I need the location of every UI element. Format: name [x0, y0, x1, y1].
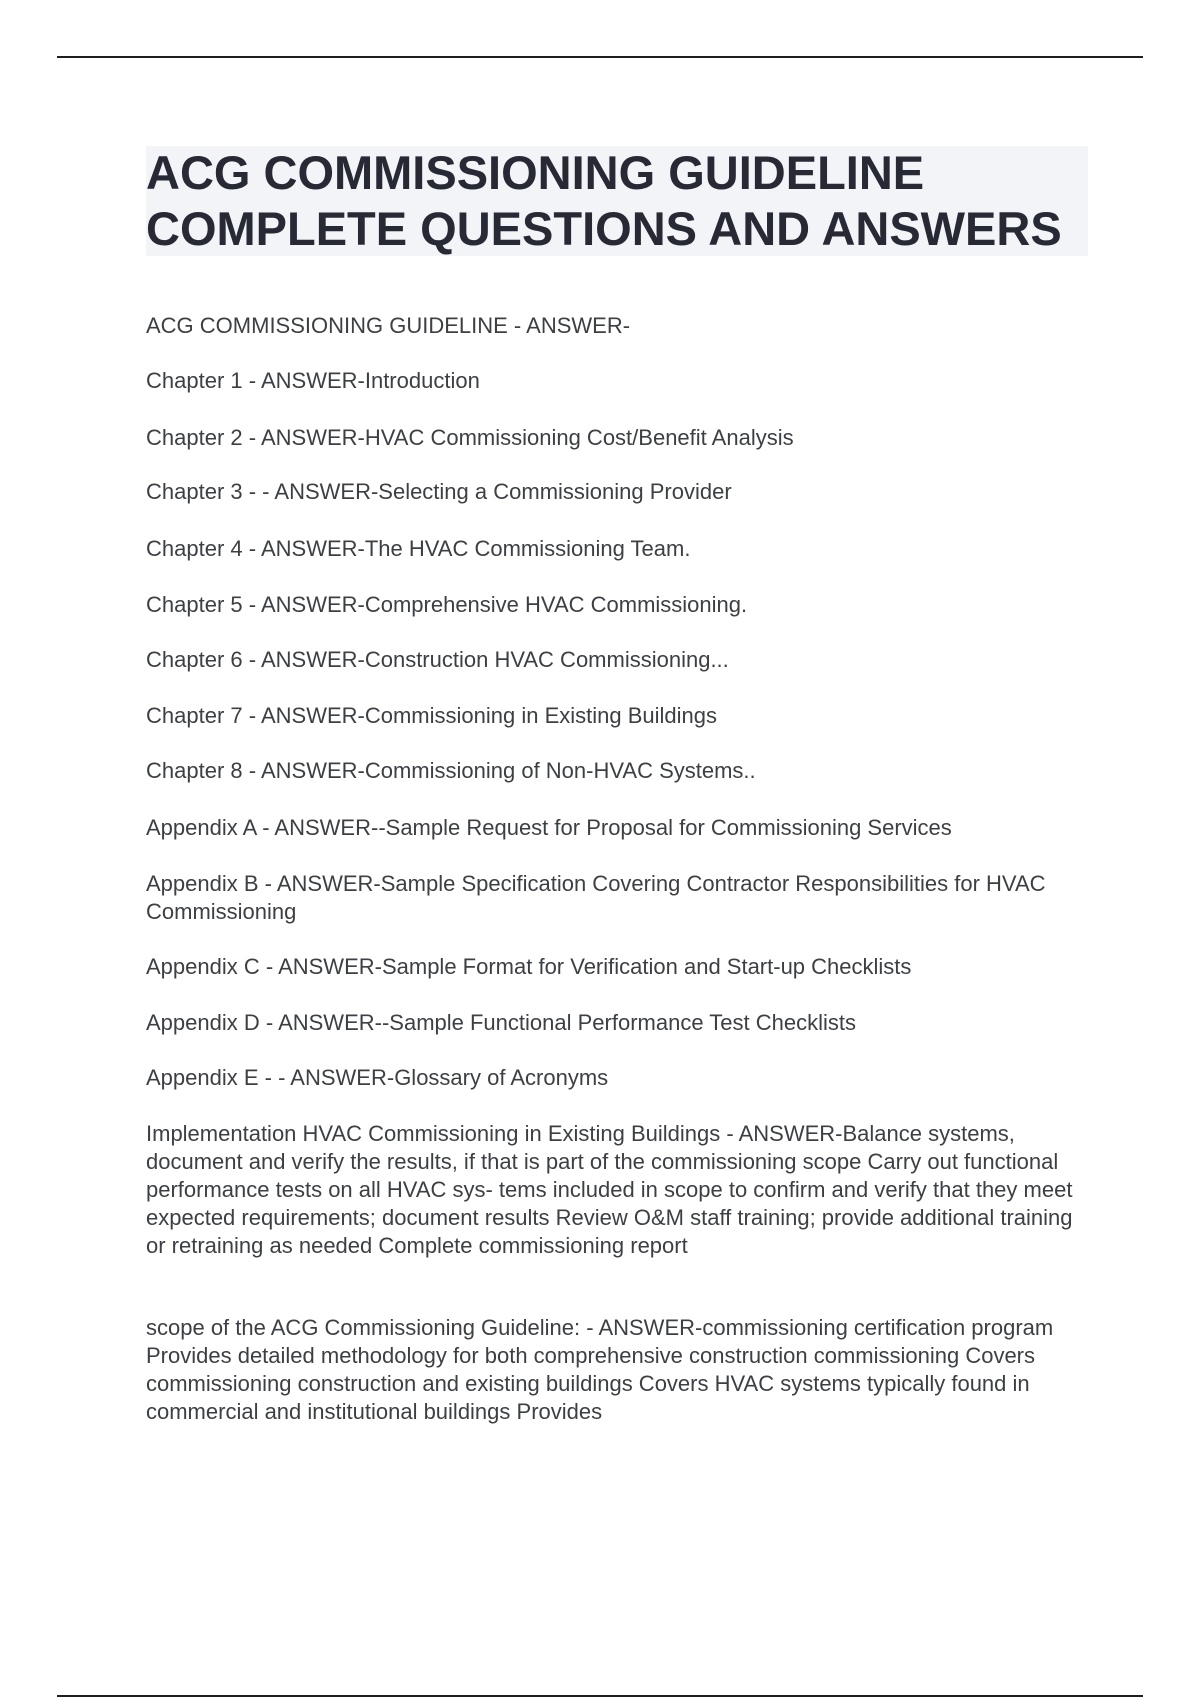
- qa-entry-chapter-5: Chapter 5 - ANSWER-Comprehensive HVAC Commissioning.: [146, 592, 748, 617]
- qa-entry-scope: scope of the ACG Commissioning Guideline: - ANSWER-commissioning certification program Provides detailed methodology for both comprehensive construction commissioning Covers commissioning construction and existing buildings Covers HVAC systems typically found in commercial and institutional buildings Provides: [146, 1315, 1054, 1424]
- qa-entry-chapter-3: Chapter 3 - - ANSWER-Selecting a Commissioning Provider: [146, 479, 732, 504]
- qa-entry-guideline: ACG COMMISSIONING GUIDELINE - ANSWER-: [146, 313, 631, 338]
- qa-entry-chapter-7: Chapter 7 - ANSWER-Commissioning in Existing Buildings: [146, 703, 717, 728]
- qa-entry-chapter-6: Chapter 6 - ANSWER-Construction HVAC Commissioning...: [146, 647, 729, 672]
- bottom-divider: [57, 1695, 1143, 1697]
- qa-entry-implementation: Implementation HVAC Commissioning in Existing Buildings - ANSWER-Balance systems, document and verify the results, if that is part of the commissioning scope Carry out functional performance tests on all HVAC sys- tems included in scope to confirm and verify that they meet expected requirements; document results Review O&M staff training; provide additional training or retraining as needed Complete commissioning report: [146, 1121, 1073, 1258]
- qa-entry-chapter-1: Chapter 1 - ANSWER-Introduction: [146, 368, 480, 393]
- qa-entry-appendix-d: Appendix D - ANSWER--Sample Functional Performance Test Checklists: [146, 1010, 856, 1035]
- top-divider: [57, 56, 1143, 58]
- document-title-line-2: COMPLETE QUESTIONS AND ANSWERS: [146, 202, 1062, 255]
- qa-entry-appendix-e: Appendix E - - ANSWER-Glossary of Acronyms: [146, 1065, 609, 1090]
- qa-entry-appendix-a: Appendix A - ANSWER--Sample Request for Proposal for Commissioning Services: [146, 815, 952, 840]
- qa-entry-appendix-c: Appendix C - ANSWER-Sample Format for Verification and Start-up Checklists: [146, 954, 912, 979]
- qa-entry-appendix-b: Appendix B - ANSWER-Sample Specification Covering Contractor Responsibilities for HVAC Commissioning: [146, 871, 1046, 924]
- document-title-line-1: ACG COMMISSIONING GUIDELINE: [146, 146, 925, 199]
- qa-entry-chapter-2: Chapter 2 - ANSWER-HVAC Commissioning Cost/Benefit Analysis: [146, 425, 794, 450]
- qa-entry-chapter-4: Chapter 4 - ANSWER-The HVAC Commissioning Team.: [146, 536, 691, 561]
- qa-entry-chapter-8: Chapter 8 - ANSWER-Commissioning of Non-HVAC Systems..: [146, 758, 756, 783]
